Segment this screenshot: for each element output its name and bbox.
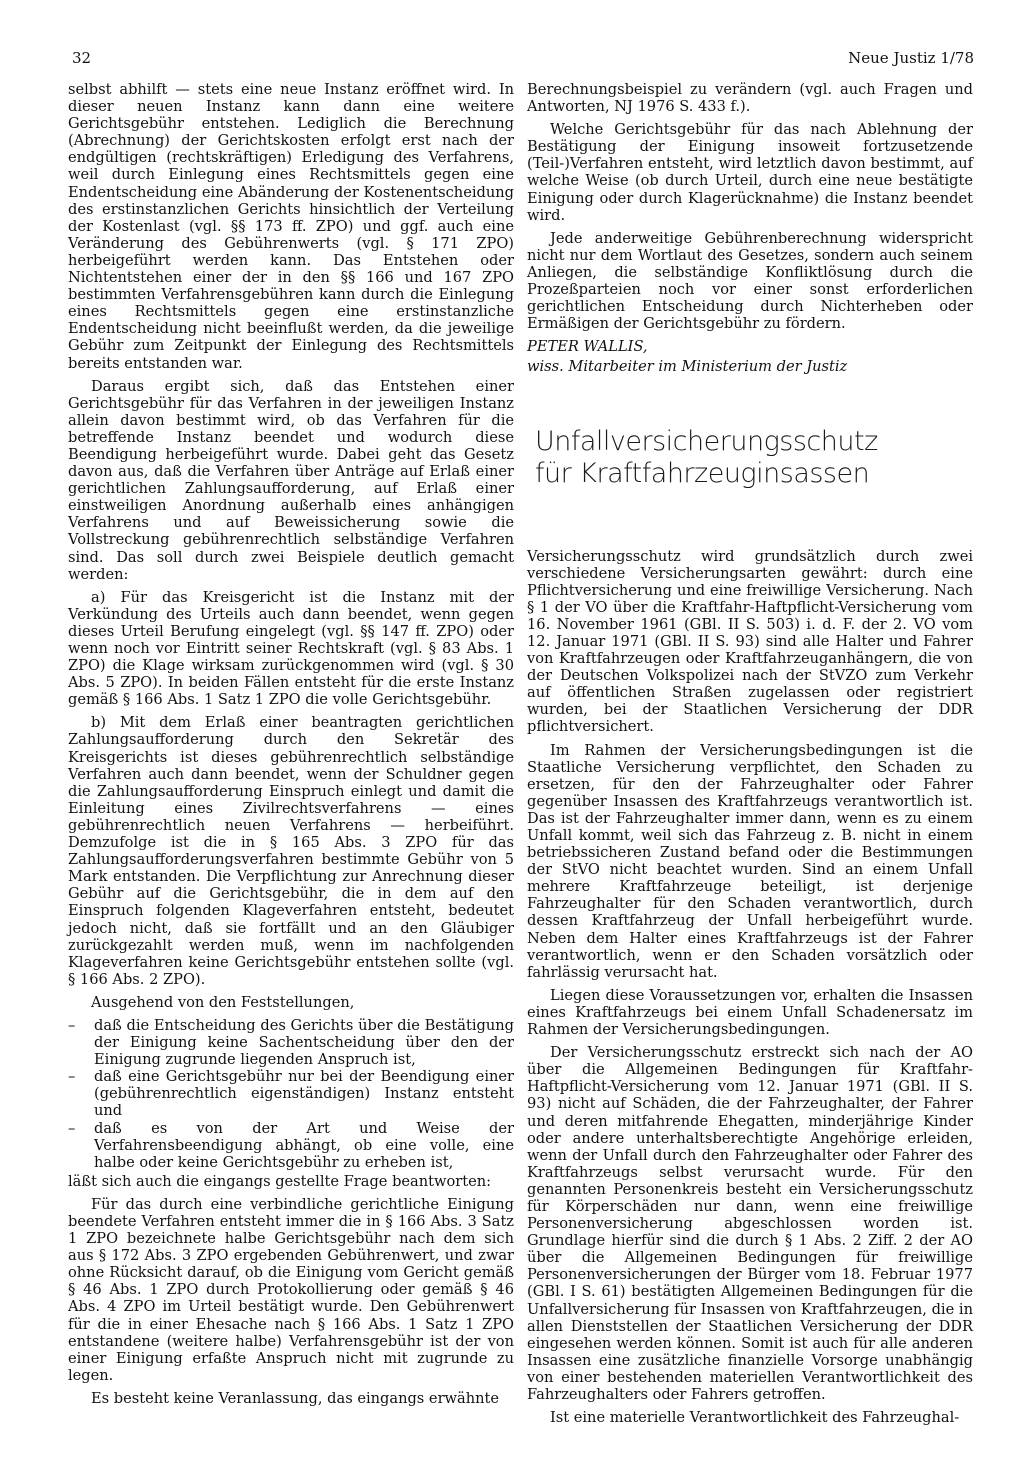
paragraph: Daraus ergibt sich, daß das Entstehen einer Gerichtsgebühr für das Verfahren in der jeweiligen Instanz allein davon bestimmt wird, ob das Verfahren für die betreffende Instanz beendet und wodurch diese Beendigung herbeigeführt wurde. Dabei geht das Gesetz davon aus, daß die Verfahren über Anträge auf Erlaß einer gerichtlichen Zahlungsaufforderung, auf Erlaß einer einstweiligen Anordnung außerhalb eines anhängigen Verfahrens und auf Beweissicherung sowie die Vollstreckung gebührenrechtlich selbständige Verfahren sind. Das soll durch zwei Beispiele deutlich gemacht werden: — [68, 377, 514, 583]
list-item: – daß die Entscheidung des Gerichts über die Bestätigung der Einigung keine Sachentscheidung über den der Einigung zugrunde liegenden Anspruch ist, — [68, 1017, 514, 1068]
page-header — [72, 49, 974, 71]
article-title-line: für Kraftfahrzeuginsassen — [535, 457, 870, 489]
journal-issue: Neue Justiz 1/78 — [848, 49, 974, 67]
example-a-paragraph: a) Für das Kreisgericht ist die Instanz mit der Verkündung des Urteils auch dann beendet, wenn gegen dieses Urteil Berufung eingelegt (vgl. §§ 147 ff. ZPO) oder wenn noch vor Eintritt seiner Rechtskraft (vgl. § 83 Abs. 1 ZPO) die Klage wirksam zurückgenommen wird (vgl. § 30 Abs. 5 ZPO). In beiden Fällen entsteht für die erste Instanz gemäß § 166 Abs. 1 Satz 1 ZPO die volle Gerichtsgebühr. — [68, 588, 514, 709]
paragraph: Liegen diese Voraussetzungen vor, erhalten die Insassen eines Kraftfahrzeugs bei einem Unfall Schadenersatz im Rahmen der Versicherungsbedingungen. — [527, 986, 973, 1039]
paragraph: selbst abhilft — stets eine neue Instanz eröffnet wird. In dieser neuen Instanz kann dann eine weitere Gerichtsgebühr entstehen. Lediglich die Berechnung (Abrechnung) der Gerichtskosten erfolgt erst nach der endgültigen (rechtskräftigen) Erledigung des Verfahrens, weil durch Einlegung eines Rechtsmittels gegen eine Endentscheidung eine Abänderung der Kostenentscheidung des erstinstanzlichen Gerichts hinsichtlich der Verteilung der Kostenlast (vgl. §§ 173 ff. ZPO) und ggf. auch eine Veränderung des Gebührenwerts (vgl. § 171 ZPO) herbeigeführt werden kann. Das Entstehen oder Nichtentstehen einer der in den §§ 166 und 167 ZPO bestimmten Verfahrensgebühren kann durch die Einlegung eines Rechtsmittels gegen eine erstinstanzliche Endentscheidung nicht beeinflußt werden, da die jeweilige Gebühr zum Zeitpunkt der Einlegung des Rechtsmittels bereits entstanden war. — [68, 81, 514, 372]
paragraph: Berechnungsbeispiel zu verändern (vgl. auch Fragen und Antworten, NJ 1976 S. 433 f.). — [527, 81, 973, 116]
dash-list — [68, 1017, 514, 1171]
list-intro: Ausgehend von den Feststellungen, — [91, 993, 355, 1011]
paragraph: Versicherungsschutz wird grundsätzlich durch zwei verschiedene Versicherungsarten gewährt: durch eine Pflichtversicherung und eine freiwillige Versicherung. Nach § 1 der VO über die Kraftfahr-Haftpflicht-Versicherung vom 16. November 1961 (GBl. II S. 503) i. d. F. der 2. VO vom 12. Januar 1971 (GBl. II S. 93) sind alle Halter und Fahrer von Kraftfahrzeugen oder Kraftfahrzeuganhängern, die von der Deutschen Volkspolizei nach der StVZO zum Verkehr auf öffentlichen Straßen zugelassen oder registriert wurden, bei der Staatlichen Versicherung der DDR pflichtversichert. — [527, 547, 973, 736]
paragraph: Im Rahmen der Versicherungsbedingungen ist die Staatliche Versicherung verpflichtet, den Schaden zu ersetzen, für den der Fahrzeughalter oder Fahrer gegenüber Insassen des Kraftfahrzeugs verantwortlich ist. Das ist der Fahrzeughalter immer dann, wenn es zu einem Unfall kommt, weil sich das Fahrzeug z. B. nicht in einem betriebssicheren Zustand befand oder die Bestimmungen der StVO nicht beachtet wurden. Sind an einem Unfall mehrere Kraftfahrzeuge beteiligt, ist derjenige Fahrzeughalter für den Schaden verantwortlich, durch dessen Kraftfahrzeug der Unfall herbeigeführt wurde. Neben dem Halter eines Kraftfahrzeugs ist der Fahrer verantwortlich, wenn er den Schaden vorsätzlich oder fahrlässig verursacht hat. — [527, 741, 973, 981]
example-b-paragraph: b) Mit dem Erlaß einer beantragten gerichtlichen Zahlungsaufforderung durch den Sekretär des Kreisgerichts ist dieses gebührenrechtlich selbständige Verfahren auch dann beendet, wenn der Schuldner gegen die Zahlungsaufforderung Einspruch einlegt und damit die Einleitung eines Zivilrechtsverfahrens — eines gebührenrechtlich neuen Verfahrens — herbeiführt. Demzufolge ist die in § 165 Abs. 3 ZPO für das Zahlungsaufforderungsverfahren bestimmte Gebühr von 5 Mark entstanden. Die Verpflichtung zur Anrechnung dieser Gebühr auf die Gerichtsgebühr, die in dem auf den Einspruch folgenden Klageverfahren entsteht, bedeutet jedoch nicht, daß sie fortfällt und an den Gläubiger zurückgezahlt werden muß, wenn im nachfolgenden Klageverfahren keine Gerichtsgebühr entstehen sollte (vgl. § 166 Abs. 2 ZPO). — [68, 714, 514, 988]
list-item: – daß es von der Art und Weise der Verfahrensbeendigung abhängt, ob eine volle, eine halbe oder keine Gerichtsgebühr zu erheben ist, — [68, 1120, 514, 1171]
paragraph: Jede anderweitige Gebührenberechnung widerspricht nicht nur dem Wortlaut des Gesetzes, sondern auch seinem Anliegen, die selbständige Konfliktlösung durch die Prozeßparteien noch vor einer sonst erforderlichen gerichtlichen Entscheidung durch Nichterheben oder Ermäßigen der Gerichtsgebühr zu fördern. — [527, 229, 973, 333]
paragraph: Für das durch eine verbindliche gerichtliche Einigung beendete Verfahren entsteht immer die in § 166 Abs. 3 Satz 1 ZPO bezeichnete halbe Gerichtsgebühr nach dem sich aus § 172 Abs. 3 ZPO ergebenden Gebührenwert, und zwar ohne Rücksicht darauf, ob die Einigung vom Gericht gemäß § 46 Abs. 1 ZPO durch Protokollierung oder gemäß § 46 Abs. 4 ZPO im Urteil bestätigt wurde. Den Gebührenwert für die in einer Ehesache nach § 166 Abs. 1 Satz 1 ZPO entstandene (weitere halbe) Verfahrensgebühr ist der von einer Einigung erfaßte Anspruch nicht mit zugrunde zu legen. — [68, 1195, 514, 1384]
paragraph: Es besteht keine Veranlassung, das eingangs erwähnte — [91, 1389, 500, 1407]
list-outro: läßt sich auch die eingangs gestellte Frage beantworten: — [68, 1172, 492, 1190]
article-title — [535, 426, 973, 490]
article-title-line: Unfallversicherungsschutz — [535, 425, 878, 457]
paragraph: Welche Gerichtsgebühr für das nach Ablehnung der Bestätigung der Einigung insoweit fortzusetzende (Teil-)Verfahren entsteht, wird letztlich davon bestimmt, auf welche Weise (ob durch Urteil, durch eine neue bestätigte Einigung oder durch Klagerücknahme) die Instanz beendet wird. — [527, 121, 973, 224]
paragraph: Der Versicherungsschutz erstreckt sich nach der AO über die Allgemeinen Bedingungen für Kraftfahr-Haftpflicht-Versicherung vom 12. Januar 1971 (GBl. II S. 93) nicht auf Schäden, die der Fahrzeughalter, der Fahrer und deren mitfahrende Ehegatten, minderjährige Kinder oder andere unterhaltsberechtigte Angehörige erleiden, wenn der Unfall durch den Fahrzeughalter oder Fahrer des Kraftfahrzeugs selbst verursacht wurde. Für den genannten Personenkreis besteht ein Versicherungsschutz für Körperschäden nur dann, wenn eine freiwillige Personenversicherung abgeschlossen worden ist. Grundlage hierfür sind die durch § 1 Abs. 2 Ziff. 2 der AO über die Allgemeinen Bedingungen für freiwillige Personenversicherungen der Bürger vom 18. Februar 1977 (GBl. I S. 61) bestätigten Allgemeinen Bedingungen für die Unfallversicherung für Insassen von Kraftfahrzeugen, die in allen Dienststellen der Staatlichen Versicherung der DDR eingesehen werden können. Somit ist auch für alle anderen Insassen eine zusätzliche finanzielle Vorsorge unabhängig von einer bestehenden materiellen Verantwortlichkeit des Fahrzeughalters oder Fahrers getroffen. — [527, 1044, 973, 1403]
right-column — [527, 81, 973, 1432]
paragraph: Ist eine materielle Verantwortlichkeit des Fahrzeughal- — [550, 1409, 960, 1427]
left-column — [68, 81, 514, 1413]
list-item: – daß eine Gerichtsgebühr nur bei der Beendigung einer (gebührenrechtlich eigenständigen) Instanz entsteht und — [68, 1068, 514, 1119]
author-role: wiss. Mitarbeiter im Ministerium der Justiz — [527, 358, 848, 376]
author-name: PETER WALLIS, — [527, 338, 648, 356]
page-number: 32 — [72, 49, 92, 67]
